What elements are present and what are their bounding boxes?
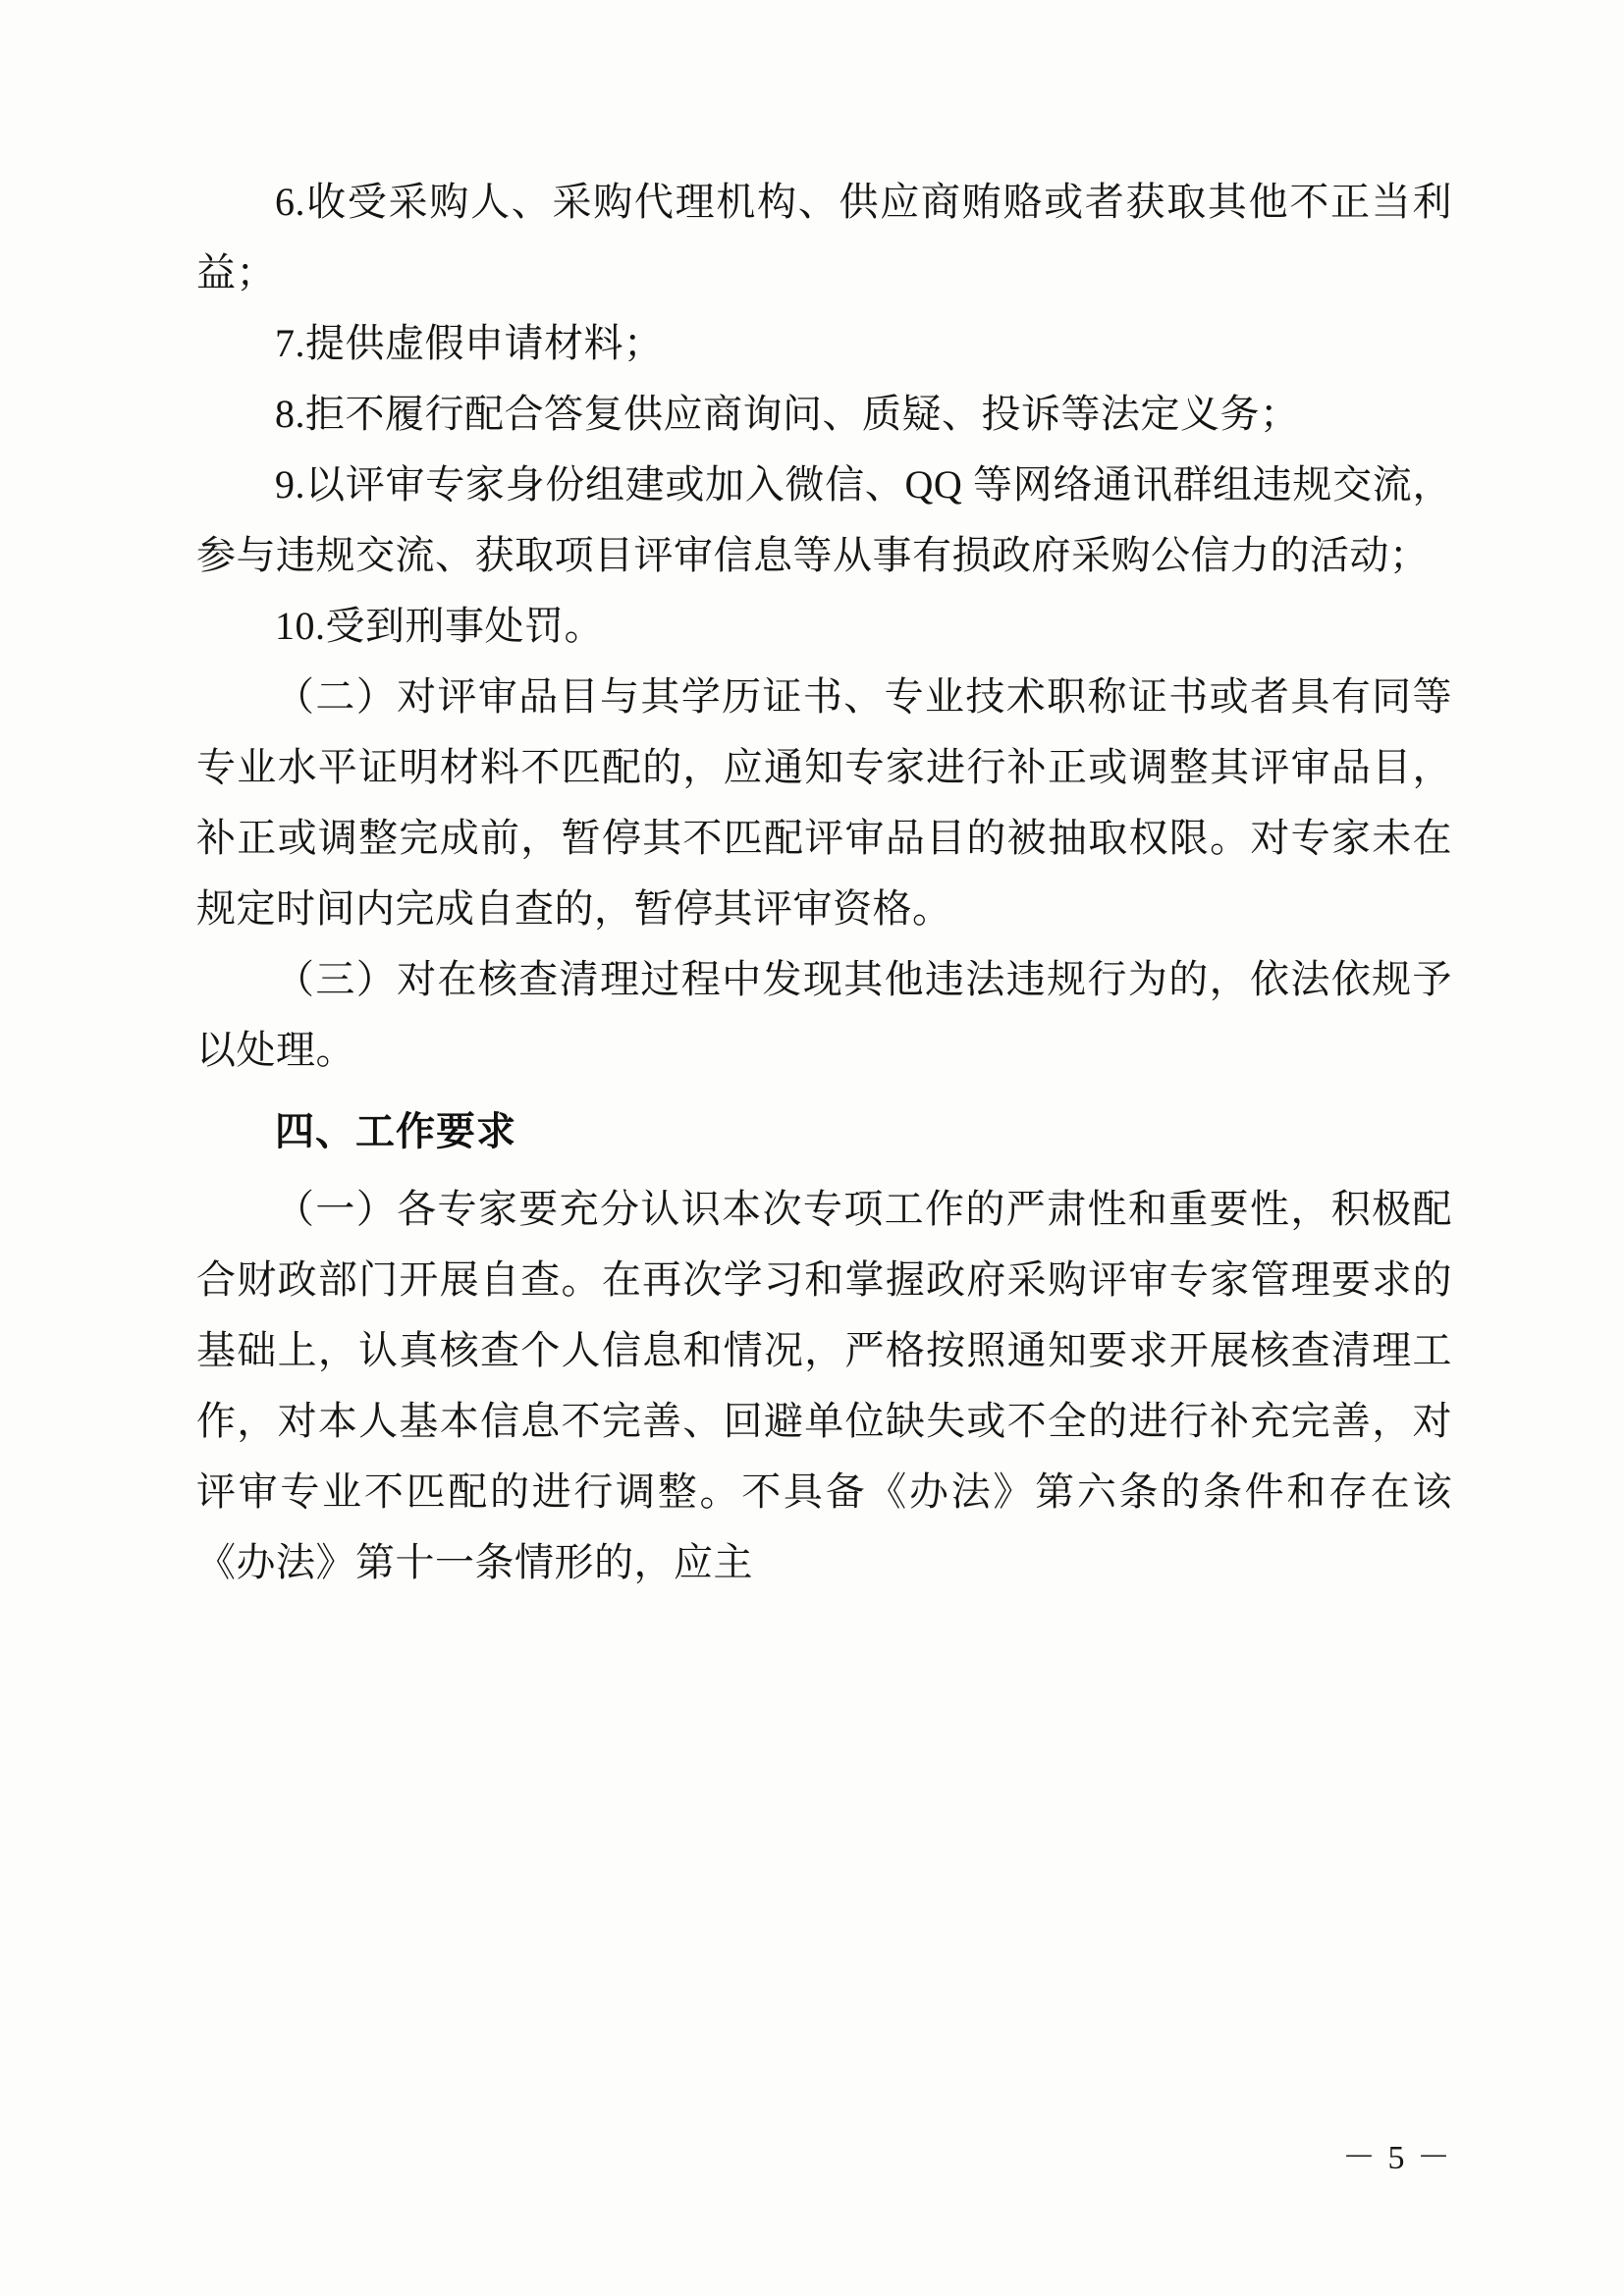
paragraph-requirement-one: （一）各专家要充分认识本次专项工作的严肃性和重要性，积极配合财政部门开展自查。在再次学习和掌握政府采购评审专家管理要求的基础上，认真核查个人信息和情况，严格按照通知要求开展核查清理工作，对本人基本信息不完善、回避单位缺失或不全的进行补充完善，对评审专业不匹配的进行调整。不具备《办法》第六条的条件和存在该《办法》第十一条情形的，应主 xyxy=(196,1187,1452,1584)
section-heading-four: 四、工作要求 xyxy=(275,1109,516,1154)
paragraph-section-three: （三）对在核查清理过程中发现其他违法违规行为的，依法依规予以处理。 xyxy=(196,957,1452,1072)
paragraph-item-6: 6.收受采购人、采购代理机构、供应商贿赂或者获取其他不正当利益； xyxy=(196,180,1452,294)
paragraph-item-9: 9.以评审专家身份组建或加入微信、QQ 等网络通讯群组违规交流，参与违规交流、获取项目评审信息等从事有损政府采购公信力的活动； xyxy=(196,462,1452,577)
paragraph-item-7: 7.提供虚假申请材料； xyxy=(275,321,664,365)
paragraph-section-two: （二）对评审品目与其学历证书、专业技术职称证书或者具有同等专业水平证明材料不匹配的，应通知专家进行补正或调整其评审品目，补正或调整完成前，暂停其不匹配评审品目的被抽取权限。对专家未在规定时间内完成自查的，暂停其评审资格。 xyxy=(196,674,1452,931)
page-number: － 5 － xyxy=(1342,2140,1452,2176)
paragraph-item-8: 8.拒不履行配合答复供应商询问、质疑、投诉等法定义务； xyxy=(275,392,1300,436)
paragraph-item-10: 10.受到刑事处罚。 xyxy=(275,604,604,648)
document-body xyxy=(196,167,1452,1598)
